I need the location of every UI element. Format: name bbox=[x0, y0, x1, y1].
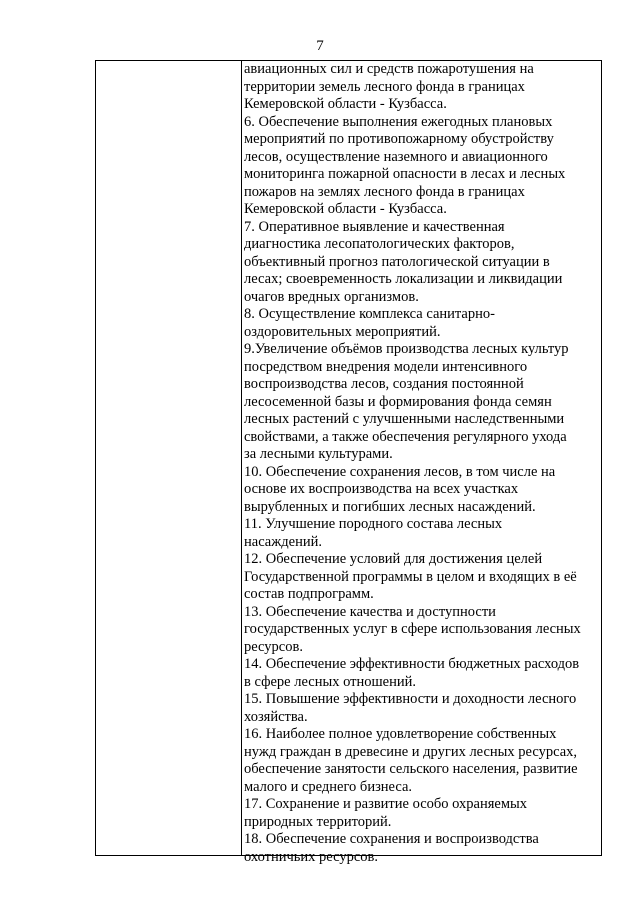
text-line bbox=[242, 604, 601, 622]
text-line-content: хозяйства. bbox=[244, 708, 308, 725]
text-line bbox=[242, 551, 601, 569]
text-line-content: лесных растений с улучшенными наследственными bbox=[244, 411, 565, 427]
text-line-content: 7. Оперативное выявление и качественная bbox=[244, 218, 505, 235]
text-line bbox=[242, 744, 601, 762]
text-line-content: 9.Увеличение объёмов производства лесных культур bbox=[244, 341, 569, 357]
text-line-content: ресурсов. bbox=[244, 638, 303, 655]
text-line bbox=[242, 621, 601, 639]
text-line bbox=[242, 639, 601, 657]
text-line-content: охотничьих ресурсов. bbox=[244, 848, 378, 865]
text-line bbox=[242, 709, 601, 727]
text-line bbox=[242, 149, 601, 167]
text-line-content: 6. Обеспечение выполнения ежегодных плановых bbox=[244, 113, 553, 130]
text-line bbox=[242, 761, 601, 779]
text-line-content: объективный прогноз патологической ситуации в bbox=[244, 253, 550, 270]
text-line-content: пожаров на землях лесного фонда в границах bbox=[244, 183, 525, 200]
text-line bbox=[242, 586, 601, 604]
text-line bbox=[242, 656, 601, 674]
text-line bbox=[242, 569, 601, 587]
text-line bbox=[242, 411, 601, 429]
text-line bbox=[242, 201, 601, 219]
text-line-content: в сфере лесных отношений. bbox=[244, 673, 416, 690]
table-cell-text bbox=[242, 61, 601, 865]
text-line bbox=[242, 184, 601, 202]
text-line-content: лесосеменной базы и формирования фонда семян bbox=[244, 393, 552, 410]
document-table bbox=[95, 60, 602, 865]
text-line bbox=[242, 779, 601, 797]
text-line bbox=[242, 359, 601, 377]
text-line bbox=[242, 691, 601, 709]
text-line-content: 13. Обеспечение качества и доступности bbox=[244, 603, 496, 620]
text-line bbox=[242, 831, 601, 849]
text-line bbox=[242, 254, 601, 272]
text-line-content: за лесными культурами. bbox=[244, 446, 393, 462]
text-line-content: 8. Осуществление комплекса санитарно- bbox=[244, 306, 495, 322]
text-line bbox=[242, 114, 601, 132]
text-line bbox=[242, 481, 601, 499]
text-line-content: 14. Обеспечение эффективности бюджетных расходов bbox=[244, 656, 580, 672]
text-line-content: мониторинга пожарной опасности в лесах и лесных bbox=[244, 166, 566, 182]
text-line bbox=[242, 306, 601, 324]
text-line bbox=[242, 464, 601, 482]
text-line-content: Кемеровской области - Кузбасса. bbox=[244, 201, 447, 217]
text-line-content: Кемеровской области - Кузбасса. bbox=[244, 96, 447, 112]
text-line bbox=[242, 289, 601, 307]
text-line-content: посредством внедрения модели интенсивного bbox=[244, 358, 528, 375]
text-line-content: обеспечение занятости сельского населения, развитие bbox=[244, 761, 578, 777]
text-line bbox=[242, 796, 601, 814]
page-number: 7 bbox=[316, 38, 324, 54]
text-line bbox=[242, 96, 601, 114]
text-line-content: 18. Обеспечение сохранения и воспроизводства bbox=[244, 831, 539, 847]
text-line bbox=[242, 534, 601, 552]
text-line bbox=[242, 61, 601, 79]
text-line bbox=[242, 429, 601, 447]
table-cell-empty bbox=[96, 61, 242, 855]
text-line-content: 16. Наиболее полное удовлетворение собственных bbox=[244, 726, 557, 742]
text-line-content: воспроизводства лесов, создания постоянной bbox=[244, 376, 524, 392]
text-line-content: территории земель лесного фонда в границах bbox=[244, 78, 525, 95]
text-line-content: Государственной программы в целом и входящих в её bbox=[244, 568, 577, 585]
text-line bbox=[242, 674, 601, 692]
text-line-content: 10. Обеспечение сохранения лесов, в том числе на bbox=[244, 463, 556, 480]
text-line bbox=[242, 376, 601, 394]
text-line bbox=[242, 271, 601, 289]
text-line bbox=[242, 79, 601, 97]
text-line bbox=[242, 236, 601, 254]
text-line-content: 15. Повышение эффективности и доходности лесного bbox=[244, 691, 577, 707]
text-line-content: нужд граждан в древесине и других лесных ресурсах, bbox=[244, 743, 578, 760]
text-line bbox=[242, 166, 601, 184]
text-line-content: малого и среднего бизнеса. bbox=[244, 778, 413, 795]
text-line bbox=[242, 499, 601, 517]
text-line-content: авиационных сил и средств пожаротушения на bbox=[244, 61, 534, 77]
text-line bbox=[242, 131, 601, 149]
text-line-content: государственных услуг в сфере использования лесных bbox=[244, 621, 581, 637]
text-line bbox=[242, 324, 601, 342]
text-line-content: 11. Улучшение породного состава лесных bbox=[244, 516, 503, 532]
text-line-content: свойствами, а также обеспечения регулярного ухода bbox=[244, 428, 567, 445]
text-line-content: лесов, осуществление наземного и авиационного bbox=[244, 148, 548, 165]
text-line bbox=[242, 849, 601, 867]
text-line-content: диагностика лесопатологических факторов, bbox=[244, 236, 515, 252]
text-line-content: вырубленных и погибших лесных насаждений. bbox=[244, 498, 536, 515]
text-line-content: очагов вредных организмов. bbox=[244, 288, 419, 305]
text-line-content: 12. Обеспечение условий для достижения целей bbox=[244, 551, 543, 567]
text-line-content: состав подпрограмм. bbox=[244, 586, 374, 602]
text-line bbox=[242, 516, 601, 534]
text-line bbox=[242, 446, 601, 464]
text-line bbox=[242, 814, 601, 832]
text-line-content: оздоровительных мероприятий. bbox=[244, 323, 441, 340]
text-line-content: мероприятий по противопожарному обустройству bbox=[244, 131, 554, 147]
text-line bbox=[242, 726, 601, 744]
text-line-content: природных территорий. bbox=[244, 813, 392, 830]
text-line-content: насаждений. bbox=[244, 533, 322, 550]
text-line-content: лесах; своевременность локализации и ликвидации bbox=[244, 271, 563, 287]
text-line-content: 17. Сохранение и развитие особо охраняемых bbox=[244, 796, 527, 812]
text-line bbox=[242, 341, 601, 359]
text-line-content: основе их воспроизводства на всех участках bbox=[244, 481, 519, 497]
text-line bbox=[242, 219, 601, 237]
text-line bbox=[242, 394, 601, 412]
